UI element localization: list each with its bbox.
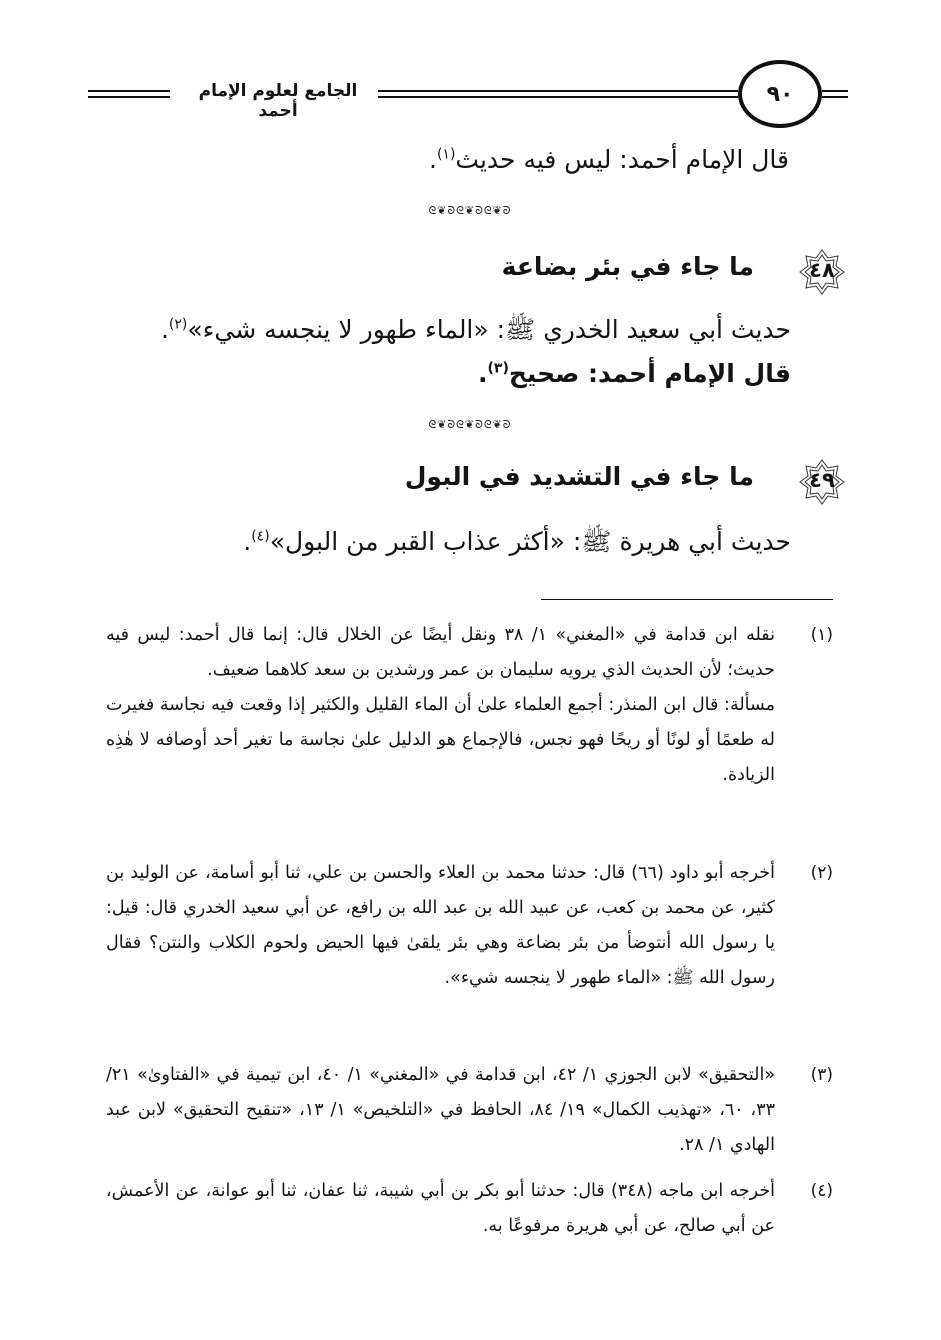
section-title: ما جاء في التشديد في البول (404, 462, 754, 491)
header-rule-right (822, 90, 848, 92)
footnote-1 (106, 618, 833, 793)
footnote-ref-1: (١) (436, 146, 456, 163)
section-number: ٤٩ (809, 468, 835, 492)
footnote-ref-4: (٤) (251, 528, 270, 545)
section-number-badge (798, 458, 846, 506)
running-header (88, 60, 848, 128)
section-heading-48 (346, 248, 846, 296)
hadith-line (110, 524, 791, 560)
footnote-paragraph: نقله ابن قدامة في «المغني» ١/ ٣٨ ونقل أيضًا عن الخلال قال: إنما قال أحمد: ليس فيه حديث؛ لأن الحديث الذي يرويه سليمان بن عمر ورشدين بن سعد كلاهما ضعيف. (106, 625, 775, 680)
footnote-number: (٣) (810, 1065, 833, 1085)
footnote-paragraph: أخرجه ابن ماجه (٣٤٨) قال: حدثنا أبو بكر بن أبي شيبة، ثنا عفان، ثنا أبو عوانة، عن الأعمش، عن أبي صالح، عن أبي هريرة مرفوعًا به. (106, 1181, 776, 1236)
header-rule-left-short-2 (88, 96, 170, 98)
footnote-body (106, 856, 775, 996)
footnote-body (106, 1058, 775, 1163)
footnote-3 (106, 1058, 833, 1163)
footnote-4 (106, 1174, 833, 1244)
footnote-separator (541, 599, 833, 600)
ornament-divider: ᘓ❦ᘐᘓ❦ᘐᘓ❦ᘐ (428, 418, 512, 431)
ornament-divider: ᘓ❦ᘐᘓ❦ᘐᘓ❦ᘐ (428, 204, 512, 217)
footnote-ref-2: (٢) (168, 316, 188, 333)
page-number: ٩٠ (738, 60, 822, 128)
header-rule-middle (378, 90, 738, 92)
footnote-paragraph: أخرجه أبو داود (٦٦) قال: حدثنا محمد بن العلاء والحسن بن علي، ثنا أبو أسامة، عن الوليد بن كثير، عن محمد بن كعب، عن عبيد الله بن عبد الله بن رافع، عن أبي سعيد الخدري قال: قيل: يا رسول الله أنتوضأ من بئر بضاعة وهي بئر يلقىٰ فيها الحيض ولحوم الكلاب والنتن؟ فقال رسول الله ﷺ: «الماء طهور لا ينجسه شيء». (106, 863, 775, 988)
footnote-paragraph: «التحقيق» لابن الجوزي ١/ ٤٢، ابن قدامة في «المغني» ١/ ٤٠، ابن تيمية في «الفتاوىٰ» ٢١/ ٣٣، ٦٠، «تهذيب الكمال» ١٩/ ٨٤، الحافظ في «التلخيص» ١/ ١٣، «تنقيح التحقيق» لابن عبد الهادي ١/ ٢٨. (106, 1065, 776, 1155)
statement-end: . (429, 145, 437, 174)
section-title: ما جاء في بئر بضاعة (501, 252, 754, 281)
header-rule-middle-2 (378, 96, 738, 98)
footnote-ref-3: (٣) (487, 360, 509, 377)
hadith-text: حديث أبي هريرة ﷺ: «أكثر عذاب القبر من البول» (269, 527, 791, 556)
book-title: الجامع لعلوم الإمام أحمد (198, 81, 358, 121)
section-number: ٤٨ (809, 258, 835, 282)
footnote-body (106, 1174, 775, 1244)
footnote-paragraph: مسألة: قال ابن المنذر: أجمع العلماء علىٰ أن الماء القليل والكثير إذا وقعت فيه نجاسة فغيرت له طعمًا أو لونًا أو ريحًا فهو نجس، فالإجماع هو الدليل علىٰ نجاسة ما تغير أحد أوصافه لا هٰذِه الزيادة. (106, 695, 775, 785)
hadith-text: حديث أبي سعيد الخدري ﷺ: «الماء طهور لا ينجسه شيء» (187, 315, 791, 344)
footnote-number: (٤) (810, 1181, 833, 1201)
header-rule-left-short (88, 90, 170, 92)
section-heading-49 (346, 458, 846, 506)
hadith-end: . (243, 527, 252, 556)
section-number-badge (798, 248, 846, 296)
ruling-line (110, 356, 791, 392)
footnote-2 (106, 856, 833, 996)
ruling-text: قال الإمام أحمد: صحيح (508, 359, 791, 388)
footnote-number: (٢) (810, 863, 833, 883)
hadith-line (110, 312, 791, 348)
hadith-end: . (160, 315, 169, 344)
statement-text: قال الإمام أحمد: ليس فيه حديث (455, 145, 789, 174)
footnote-number: (١) (810, 625, 833, 645)
statement-line (110, 142, 789, 178)
header-rule-right-2 (822, 96, 848, 98)
footnote-body (106, 618, 775, 793)
ruling-end: . (478, 359, 488, 388)
